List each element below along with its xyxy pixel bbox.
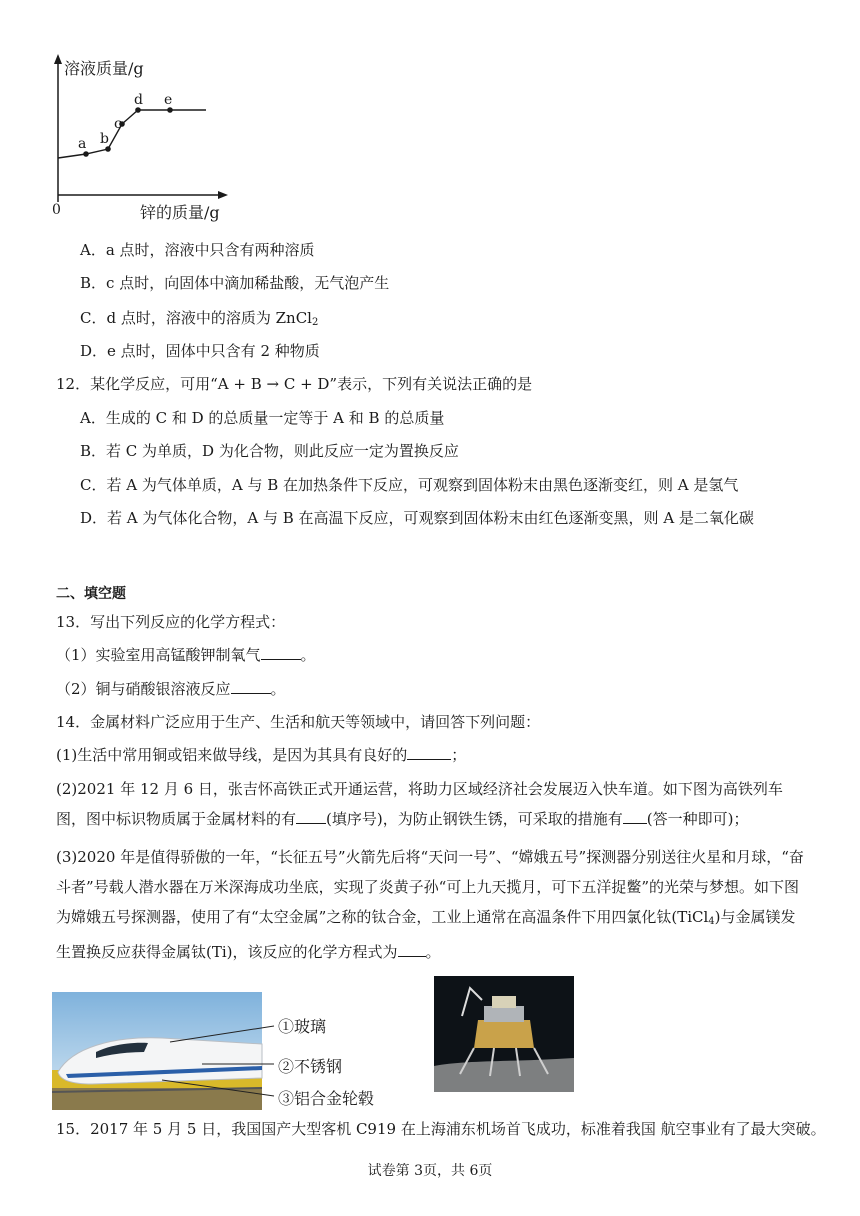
q14-part2-text-c: (答一种即可)； (646, 810, 749, 828)
subscript: 4 (708, 916, 715, 927)
answer-blank[interactable] (261, 645, 301, 660)
q14-part3-text-a: (3)2020 年是值得骄傲的一年，“长征五号”火箭先后将“天问一号”、“嫦娥五号”探测器分别送往火星和月球，“奋斗者”号载人潜水器在万米深海成功坐底，实现了炎黄子孙“可上九天揽月，可下五洋捉鳖”的光荣与梦想。如下图为嫦娥五号探测器，使用了有“太空金属”之称的钛合金，工业上通常在高温条件下用四氯化钛(TiCl (56, 848, 804, 926)
q13-stem: 13．写出下列反应的化学方程式： (56, 613, 286, 631)
train-label-wheel: ③铝合金轮毂 (278, 1089, 375, 1108)
lander-illustration (434, 976, 574, 1092)
point-e (167, 107, 173, 113)
label-a: a (78, 136, 87, 152)
x-axis-label: 锌的质量/g (140, 203, 220, 222)
label-e: e (164, 92, 173, 108)
point-d (135, 107, 141, 113)
x-axis-arrow (218, 191, 228, 199)
q14-part2 (56, 774, 808, 834)
q14-part2-text-a: (2)2021 年 12 月 6 日，张吉怀高铁正式开通运营，将助力区域经济社会发展迈入快车道。如下图为高铁列车图，图中标识物质属于金属材料的有 (56, 780, 783, 828)
answer-blank[interactable] (398, 942, 426, 957)
period: 。 (300, 646, 316, 664)
q13-sub1 (56, 645, 316, 665)
answer-blank[interactable] (296, 809, 326, 824)
period: 。 (270, 680, 286, 698)
point-b (105, 146, 111, 152)
subscript: 2 (311, 317, 319, 328)
q14-part1 (56, 745, 466, 765)
q12-option-d: D．若 A 为气体化合物，A 与 B 在高温下反应，可观察到固体粉末由红色逐渐变黑，则 A 是二氧化碳 (80, 509, 754, 527)
q14-part3 (56, 842, 808, 967)
q14-stem: 14．金属材料广泛应用于生产、生活和航天等领域中，请回答下列问题： (56, 713, 541, 731)
lander-image (434, 976, 574, 1092)
label-d: d (134, 92, 143, 108)
train-image (52, 992, 388, 1110)
q12-option-a: A．生成的 C 和 D 的总质量一定等于 A 和 B 的总质量 (80, 409, 445, 427)
train-label-steel: ②不锈钢 (278, 1057, 343, 1076)
q13-sub1-text: （1）实验室用高锰酸钾制氧气 (56, 646, 261, 664)
solution-mass-graph (40, 52, 240, 224)
point-a (83, 151, 89, 157)
origin-label: 0 (52, 202, 61, 218)
page-footer: 试卷第 3页，共 6页 (367, 1163, 493, 1179)
q14-part3-text-c: 。 (425, 943, 441, 961)
q14-part3-text-b: )与金属镁发生置换反应获得金属钛(Ti)，该反应的化学方程式为 (56, 908, 796, 961)
q13-sub2 (56, 679, 286, 699)
answer-blank[interactable] (623, 809, 647, 824)
q11-option-c (80, 308, 318, 333)
q15-stem: 15．2017 年 5 月 5 日，我国国产大型客机 C919 在上海浦东机场首飞成功，标准着我国 航空事业有了最大突破。 (56, 1120, 826, 1138)
label-b: b (100, 131, 109, 147)
q11-option-c-text: C．d 点时，溶液中的溶质为 ZnCl (80, 309, 312, 327)
q12-stem: 12．某化学反应，可用“A + B → C + D”表示，下列有关说法正确的是 (56, 375, 533, 393)
answer-blank[interactable] (231, 679, 271, 694)
y-axis-arrow (54, 54, 62, 64)
q11-option-b: B．c 点时，向固体中滴加稀盐酸，无气泡产生 (80, 274, 390, 292)
label-c: c (114, 116, 122, 132)
q11-option-d: D．e 点时，固体中只含有 2 种物质 (80, 342, 320, 360)
q12-option-b: B．若 C 为单质，D 为化合物，则此反应一定为置换反应 (80, 442, 459, 460)
train-label-glass: ①玻璃 (278, 1017, 327, 1036)
q14-part2-text-b: (填序号)，为防止钢铁生锈，可采取的措施有 (326, 810, 623, 828)
q12-option-c: C．若 A 为气体单质，A 与 B 在加热条件下反应，可观察到固体粉末由黑色逐渐变红，则 A 是氢气 (80, 476, 739, 494)
section-heading: 二、填空题 (56, 586, 126, 602)
q11-option-a: A．a 点时，溶液中只含有两种溶质 (80, 241, 315, 259)
answer-blank[interactable] (407, 745, 451, 760)
q14-part1-end: ； (451, 746, 467, 764)
y-axis-label: 溶液质量/g (64, 59, 144, 78)
q13-sub2-text: （2）铜与硝酸银溶液反应 (56, 680, 231, 698)
q14-part1-text: (1)生活中常用铜或铝来做导线，是因为其具有良好的 (56, 746, 408, 764)
